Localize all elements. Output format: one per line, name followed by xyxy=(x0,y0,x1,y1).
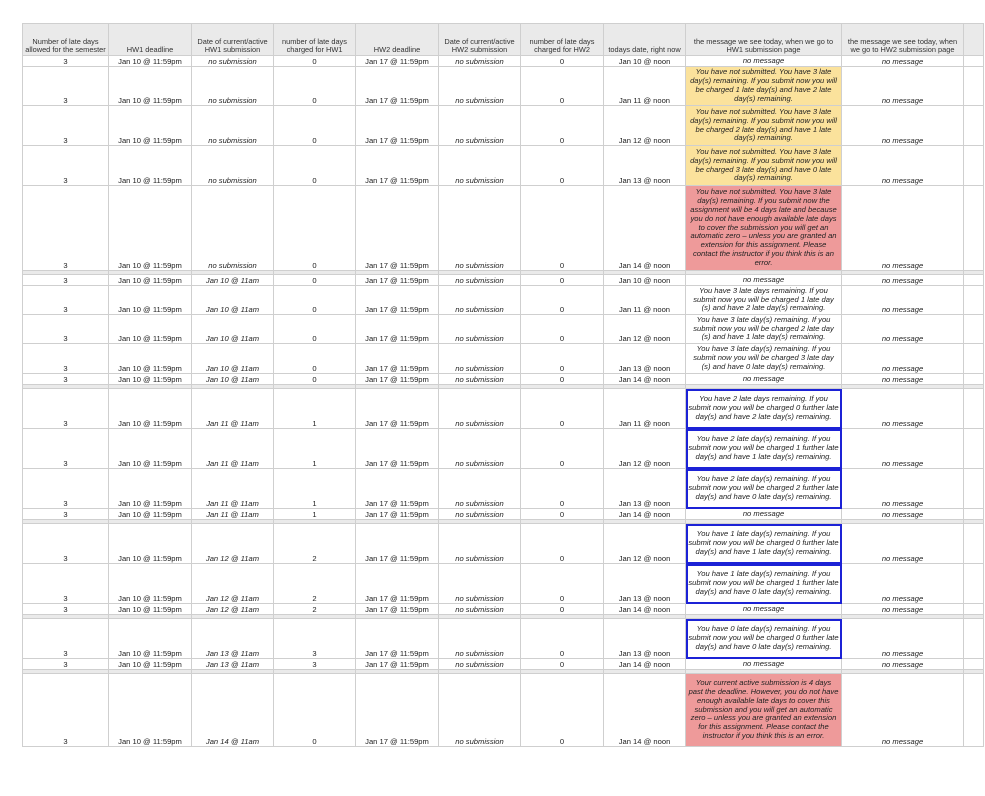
cell-msg1[interactable]: You have 2 late days remaining. If you submit now you will be charged 0 further late day(s) and have 2 late day(s) remaining. xyxy=(686,389,842,429)
cell-hw2-submission[interactable]: no submission xyxy=(439,275,521,286)
header-msg1[interactable]: the message we see today, when we go to HW1 submission page xyxy=(686,24,842,56)
cell-today[interactable]: Jan 12 @ noon xyxy=(604,106,686,146)
cell-hw2-charged[interactable]: 0 xyxy=(521,67,604,106)
cell-allowed[interactable]: 3 xyxy=(23,56,109,67)
cell-hw2-deadline[interactable]: Jan 17 @ 11:59pm xyxy=(356,286,439,315)
cell-hw1-charged[interactable]: 3 xyxy=(274,659,356,670)
cell-today[interactable]: Jan 13 @ noon xyxy=(604,564,686,604)
cell-hw2-deadline[interactable]: Jan 17 @ 11:59pm xyxy=(356,146,439,186)
empty-cell[interactable] xyxy=(964,67,984,106)
empty-cell[interactable] xyxy=(964,374,984,385)
cell-hw1-charged[interactable]: 3 xyxy=(274,619,356,659)
cell-allowed[interactable]: 3 xyxy=(23,619,109,659)
cell-hw2-charged[interactable]: 0 xyxy=(521,469,604,509)
cell-msg2[interactable]: no message xyxy=(842,374,964,385)
cell-hw2-deadline[interactable]: Jan 17 @ 11:59pm xyxy=(356,315,439,344)
header-hw1-deadline[interactable]: HW1 deadline xyxy=(109,24,192,56)
cell-hw1-submission[interactable]: Jan 12 @ 11am xyxy=(192,524,274,564)
table-row xyxy=(23,146,984,186)
cell-allowed[interactable]: 3 xyxy=(23,674,109,747)
empty-cell[interactable] xyxy=(964,344,984,374)
empty-cell[interactable] xyxy=(964,429,984,469)
cell-hw1-charged[interactable]: 0 xyxy=(274,344,356,374)
cell-hw1-deadline[interactable]: Jan 10 @ 11:59pm xyxy=(109,659,192,670)
cell-msg1[interactable]: You have 3 late days remaining. If you submit now you will be charged 1 late day (s) and have 2 late day(s) remaining. xyxy=(686,286,842,315)
cell-hw1-submission[interactable]: no submission xyxy=(192,106,274,146)
cell-hw2-submission[interactable]: no submission xyxy=(439,67,521,106)
cell-msg1[interactable]: no message xyxy=(686,275,842,286)
cell-allowed[interactable]: 3 xyxy=(23,659,109,670)
cell-msg1[interactable]: Your current active submission is 4 days past the deadline. However, you do not have enough available late days to cover this submission and you will get an automatic zero – unless you are granted an extension for this assignment. Please contact the instructor if you think this is an error. xyxy=(686,674,842,747)
cell-hw1-deadline[interactable]: Jan 10 @ 11:59pm xyxy=(109,315,192,344)
cell-hw1-charged[interactable]: 0 xyxy=(274,67,356,106)
cell-hw2-charged[interactable]: 0 xyxy=(521,619,604,659)
cell-msg2[interactable]: no message xyxy=(842,469,964,509)
cell-hw2-submission[interactable]: no submission xyxy=(439,659,521,670)
cell-hw1-submission[interactable]: Jan 12 @ 11am xyxy=(192,564,274,604)
cell-hw1-charged[interactable]: 1 xyxy=(274,429,356,469)
cell-hw2-deadline[interactable]: Jan 17 @ 11:59pm xyxy=(356,469,439,509)
late-days-spreadsheet xyxy=(22,23,984,747)
empty-cell[interactable] xyxy=(964,509,984,520)
cell-msg1[interactable]: You have 2 late day(s) remaining. If you submit now you will be charged 1 further late day(s) and have 1 late day(s) remaining. xyxy=(686,429,842,469)
cell-hw2-charged[interactable]: 0 xyxy=(521,56,604,67)
cell-hw2-submission[interactable]: no submission xyxy=(439,469,521,509)
empty-cell[interactable] xyxy=(964,674,984,747)
cell-hw1-submission[interactable]: Jan 10 @ 11am xyxy=(192,286,274,315)
cell-hw2-submission[interactable]: no submission xyxy=(439,429,521,469)
cell-hw1-deadline[interactable]: Jan 10 @ 11:59pm xyxy=(109,564,192,604)
cell-hw2-submission[interactable]: no submission xyxy=(439,374,521,385)
cell-hw1-charged[interactable]: 0 xyxy=(274,374,356,385)
cell-msg1[interactable]: no message xyxy=(686,659,842,670)
cell-hw2-charged[interactable]: 0 xyxy=(521,286,604,315)
cell-hw1-deadline[interactable]: Jan 10 @ 11:59pm xyxy=(109,344,192,374)
cell-allowed[interactable]: 3 xyxy=(23,604,109,615)
cell-msg1[interactable]: You have not submitted. You have 3 late day(s) remaining. If you submit now you will be charged 2 late day(s) and have 1 late day(s) remaining. xyxy=(686,106,842,146)
table-row xyxy=(23,524,984,564)
cell-hw1-submission[interactable]: Jan 10 @ 11am xyxy=(192,275,274,286)
cell-msg1[interactable]: no message xyxy=(686,509,842,520)
cell-hw1-charged[interactable]: 2 xyxy=(274,524,356,564)
cell-allowed[interactable]: 3 xyxy=(23,286,109,315)
cell-hw2-deadline[interactable]: Jan 17 @ 11:59pm xyxy=(356,509,439,520)
cell-hw1-charged[interactable]: 0 xyxy=(274,275,356,286)
cell-hw2-submission[interactable]: no submission xyxy=(439,186,521,271)
empty-cell[interactable] xyxy=(964,56,984,67)
header-hw2-deadline[interactable]: HW2 deadline xyxy=(356,24,439,56)
cell-hw1-charged[interactable]: 0 xyxy=(274,674,356,747)
cell-hw2-charged[interactable]: 0 xyxy=(521,374,604,385)
cell-hw1-submission[interactable]: Jan 10 @ 11am xyxy=(192,344,274,374)
cell-allowed[interactable]: 3 xyxy=(23,524,109,564)
cell-allowed[interactable]: 3 xyxy=(23,429,109,469)
cell-hw1-submission[interactable]: Jan 13 @ 11am xyxy=(192,619,274,659)
cell-hw1-charged[interactable]: 1 xyxy=(274,509,356,520)
cell-allowed[interactable]: 3 xyxy=(23,67,109,106)
cell-hw2-deadline[interactable]: Jan 17 @ 11:59pm xyxy=(356,429,439,469)
cell-hw1-deadline[interactable]: Jan 10 @ 11:59pm xyxy=(109,106,192,146)
table-row xyxy=(23,509,984,520)
cell-today[interactable]: Jan 14 @ noon xyxy=(604,604,686,615)
cell-hw2-deadline[interactable]: Jan 17 @ 11:59pm xyxy=(356,106,439,146)
cell-msg1[interactable]: no message xyxy=(686,604,842,615)
cell-hw2-deadline[interactable]: Jan 17 @ 11:59pm xyxy=(356,674,439,747)
table-row xyxy=(23,67,984,106)
cell-allowed[interactable]: 3 xyxy=(23,509,109,520)
cell-hw2-charged[interactable]: 0 xyxy=(521,524,604,564)
cell-hw1-deadline[interactable]: Jan 10 @ 11:59pm xyxy=(109,619,192,659)
cell-hw2-charged[interactable]: 0 xyxy=(521,344,604,374)
cell-hw1-submission[interactable]: Jan 14 @ 11am xyxy=(192,674,274,747)
header-allowed[interactable]: Number of late days allowed for the semester xyxy=(23,24,109,56)
cell-msg2[interactable]: no message xyxy=(842,619,964,659)
cell-hw2-charged[interactable]: 0 xyxy=(521,186,604,271)
cell-hw1-submission[interactable]: Jan 10 @ 11am xyxy=(192,374,274,385)
empty-cell[interactable] xyxy=(964,315,984,344)
cell-hw2-deadline[interactable]: Jan 17 @ 11:59pm xyxy=(356,275,439,286)
cell-msg2[interactable]: no message xyxy=(842,509,964,520)
cell-allowed[interactable]: 3 xyxy=(23,564,109,604)
cell-hw2-charged[interactable]: 0 xyxy=(521,659,604,670)
cell-msg2[interactable]: no message xyxy=(842,389,964,429)
cell-allowed[interactable]: 3 xyxy=(23,146,109,186)
cell-hw1-charged[interactable]: 0 xyxy=(274,186,356,271)
cell-msg2[interactable]: no message xyxy=(842,286,964,315)
cell-today[interactable]: Jan 13 @ noon xyxy=(604,469,686,509)
cell-hw1-deadline[interactable]: Jan 10 @ 11:59pm xyxy=(109,524,192,564)
cell-msg1[interactable]: no message xyxy=(686,374,842,385)
cell-hw1-charged[interactable]: 0 xyxy=(274,106,356,146)
cell-today[interactable]: Jan 14 @ noon xyxy=(604,659,686,670)
header-hw2-charged[interactable]: number of late days charged for HW2 xyxy=(521,24,604,56)
table-row xyxy=(23,56,984,67)
cell-hw2-deadline[interactable]: Jan 17 @ 11:59pm xyxy=(356,524,439,564)
cell-hw1-submission[interactable]: no submission xyxy=(192,56,274,67)
table-row xyxy=(23,469,984,509)
header-row xyxy=(23,24,984,56)
cell-hw2-submission[interactable]: no submission xyxy=(439,619,521,659)
cell-msg1[interactable]: You have not submitted. You have 3 late day(s) remaining. If you submit now you will be charged 3 late day(s) and have 0 late day(s) remaining. xyxy=(686,146,842,186)
cell-today[interactable]: Jan 11 @ noon xyxy=(604,389,686,429)
cell-hw2-charged[interactable]: 0 xyxy=(521,389,604,429)
cell-hw1-submission[interactable]: Jan 11 @ 11am xyxy=(192,429,274,469)
cell-hw2-deadline[interactable]: Jan 17 @ 11:59pm xyxy=(356,604,439,615)
table-row xyxy=(23,389,984,429)
cell-hw2-charged[interactable]: 0 xyxy=(521,509,604,520)
header-msg2[interactable]: the message we see today, when we go to HW2 submission page xyxy=(842,24,964,56)
cell-msg2[interactable]: no message xyxy=(842,674,964,747)
cell-hw1-deadline[interactable]: Jan 10 @ 11:59pm xyxy=(109,674,192,747)
empty-cell[interactable] xyxy=(964,524,984,564)
cell-msg2[interactable]: no message xyxy=(842,604,964,615)
cell-msg2[interactable]: no message xyxy=(842,67,964,106)
cell-hw1-submission[interactable]: Jan 13 @ 11am xyxy=(192,659,274,670)
cell-msg1[interactable]: You have not submitted. You have 3 late day(s) remaining. If you submit now you will be charged 1 late day(s) and have 2 late day(s) remaining. xyxy=(686,67,842,106)
cell-hw1-charged[interactable]: 0 xyxy=(274,146,356,186)
cell-msg2[interactable]: no message xyxy=(842,659,964,670)
cell-allowed[interactable]: 3 xyxy=(23,275,109,286)
cell-msg2[interactable]: no message xyxy=(842,56,964,67)
table-row xyxy=(23,659,984,670)
cell-today[interactable]: Jan 14 @ noon xyxy=(604,186,686,271)
cell-today[interactable]: Jan 12 @ noon xyxy=(604,429,686,469)
empty-cell[interactable] xyxy=(964,469,984,509)
cell-hw2-submission[interactable]: no submission xyxy=(439,524,521,564)
cell-hw1-submission[interactable]: Jan 10 @ 11am xyxy=(192,315,274,344)
table-row xyxy=(23,315,984,344)
cell-msg2[interactable]: no message xyxy=(842,275,964,286)
cell-hw2-submission[interactable]: no submission xyxy=(439,389,521,429)
cell-hw2-charged[interactable]: 0 xyxy=(521,275,604,286)
cell-msg2[interactable]: no message xyxy=(842,186,964,271)
cell-today[interactable]: Jan 10 @ noon xyxy=(604,275,686,286)
cell-allowed[interactable]: 3 xyxy=(23,469,109,509)
cell-today[interactable]: Jan 12 @ noon xyxy=(604,315,686,344)
cell-hw2-charged[interactable]: 0 xyxy=(521,604,604,615)
table-row xyxy=(23,286,984,315)
cell-today[interactable]: Jan 10 @ noon xyxy=(604,56,686,67)
cell-hw1-submission[interactable]: Jan 12 @ 11am xyxy=(192,604,274,615)
cell-allowed[interactable]: 3 xyxy=(23,315,109,344)
cell-hw2-submission[interactable]: no submission xyxy=(439,146,521,186)
cell-hw2-submission[interactable]: no submission xyxy=(439,674,521,747)
cell-msg1[interactable]: You have 2 late day(s) remaining. If you submit now you will be charged 2 further late day(s) and have 0 late day(s) remaining. xyxy=(686,469,842,509)
cell-hw2-charged[interactable]: 0 xyxy=(521,429,604,469)
cell-hw2-submission[interactable]: no submission xyxy=(439,344,521,374)
empty-cell[interactable] xyxy=(964,389,984,429)
cell-hw2-deadline[interactable]: Jan 17 @ 11:59pm xyxy=(356,374,439,385)
empty-cell[interactable] xyxy=(964,564,984,604)
table-row xyxy=(23,429,984,469)
cell-hw1-deadline[interactable]: Jan 10 @ 11:59pm xyxy=(109,469,192,509)
table-row xyxy=(23,604,984,615)
header-hw1-charged[interactable]: number of late days charged for HW1 xyxy=(274,24,356,56)
cell-hw1-submission[interactable]: no submission xyxy=(192,67,274,106)
cell-hw2-submission[interactable]: no submission xyxy=(439,564,521,604)
header-hw1-submission[interactable]: Date of current/active HW1 submission xyxy=(192,24,274,56)
cell-allowed[interactable]: 3 xyxy=(23,389,109,429)
empty-cell[interactable] xyxy=(964,275,984,286)
empty-cell[interactable] xyxy=(964,146,984,186)
cell-hw1-deadline[interactable]: Jan 10 @ 11:59pm xyxy=(109,286,192,315)
cell-today[interactable]: Jan 13 @ noon xyxy=(604,344,686,374)
cell-allowed[interactable]: 3 xyxy=(23,344,109,374)
cell-hw2-submission[interactable]: no submission xyxy=(439,106,521,146)
cell-allowed[interactable]: 3 xyxy=(23,106,109,146)
cell-today[interactable]: Jan 11 @ noon xyxy=(604,286,686,315)
cell-hw1-submission[interactable]: Jan 11 @ 11am xyxy=(192,389,274,429)
cell-hw1-deadline[interactable]: Jan 10 @ 11:59pm xyxy=(109,275,192,286)
cell-hw1-deadline[interactable]: Jan 10 @ 11:59pm xyxy=(109,67,192,106)
empty-cell[interactable] xyxy=(964,106,984,146)
cell-hw1-submission[interactable]: no submission xyxy=(192,146,274,186)
cell-hw2-deadline[interactable]: Jan 17 @ 11:59pm xyxy=(356,619,439,659)
cell-hw1-deadline[interactable]: Jan 10 @ 11:59pm xyxy=(109,389,192,429)
cell-hw2-charged[interactable]: 0 xyxy=(521,564,604,604)
empty-cell[interactable] xyxy=(964,659,984,670)
cell-hw1-deadline[interactable]: Jan 10 @ 11:59pm xyxy=(109,374,192,385)
cell-hw2-charged[interactable]: 0 xyxy=(521,315,604,344)
cell-today[interactable]: Jan 12 @ noon xyxy=(604,524,686,564)
cell-hw2-submission[interactable]: no submission xyxy=(439,315,521,344)
empty-cell[interactable] xyxy=(964,286,984,315)
cell-today[interactable]: Jan 13 @ noon xyxy=(604,146,686,186)
cell-msg1[interactable]: You have not submitted. You have 3 late day(s) remaining. If you submit now the assignment will be 4 days late and because you do not have enough available late days to cover the submission you will get an automatic zero – unless you are granted an extension for this assignment. Please contact the instructor if you think this is an error. xyxy=(686,186,842,271)
cell-msg1[interactable]: You have 0 late day(s) remaining. If you submit now you will be charged 0 further late day(s) and have 0 late day(s) remaining. xyxy=(686,619,842,659)
cell-msg1[interactable]: You have 1 late day(s) remaining. If you submit now you will be charged 1 further late day(s) and have 0 late day(s) remaining. xyxy=(686,564,842,604)
cell-today[interactable]: Jan 14 @ noon xyxy=(604,509,686,520)
cell-msg1[interactable]: You have 1 late day(s) remaining. If you submit now you will be charged 0 further late day(s) and have 1 late day(s) remaining. xyxy=(686,524,842,564)
cell-hw1-deadline[interactable]: Jan 10 @ 11:59pm xyxy=(109,429,192,469)
cell-hw2-submission[interactable]: no submission xyxy=(439,286,521,315)
cell-msg2[interactable]: no message xyxy=(842,429,964,469)
cell-hw2-submission[interactable]: no submission xyxy=(439,604,521,615)
cell-hw1-charged[interactable]: 0 xyxy=(274,315,356,344)
cell-hw1-charged[interactable]: 2 xyxy=(274,604,356,615)
cell-today[interactable]: Jan 14 @ noon xyxy=(604,374,686,385)
cell-allowed[interactable]: 3 xyxy=(23,374,109,385)
empty-cell[interactable] xyxy=(964,619,984,659)
cell-msg2[interactable]: no message xyxy=(842,315,964,344)
cell-hw1-submission[interactable]: Jan 11 @ 11am xyxy=(192,509,274,520)
cell-hw2-submission[interactable]: no submission xyxy=(439,56,521,67)
cell-hw1-charged[interactable]: 1 xyxy=(274,469,356,509)
cell-hw1-charged[interactable]: 0 xyxy=(274,56,356,67)
cell-hw2-charged[interactable]: 0 xyxy=(521,106,604,146)
cell-msg2[interactable]: no message xyxy=(842,106,964,146)
cell-hw1-deadline[interactable]: Jan 10 @ 11:59pm xyxy=(109,186,192,271)
table-row xyxy=(23,674,984,747)
cell-hw1-deadline[interactable]: Jan 10 @ 11:59pm xyxy=(109,604,192,615)
cell-hw2-deadline[interactable]: Jan 17 @ 11:59pm xyxy=(356,659,439,670)
cell-today[interactable]: Jan 14 @ noon xyxy=(604,674,686,747)
empty-cell[interactable] xyxy=(964,186,984,271)
cell-hw2-deadline[interactable]: Jan 17 @ 11:59pm xyxy=(356,56,439,67)
cell-hw2-charged[interactable]: 0 xyxy=(521,674,604,747)
cell-msg2[interactable]: no message xyxy=(842,524,964,564)
cell-hw1-charged[interactable]: 1 xyxy=(274,389,356,429)
cell-hw2-deadline[interactable]: Jan 17 @ 11:59pm xyxy=(356,564,439,604)
cell-msg1[interactable]: You have 3 late day(s) remaining. If you submit now you will be charged 3 late day (s) and have 0 late day(s) remaining. xyxy=(686,344,842,374)
cell-hw1-submission[interactable]: no submission xyxy=(192,186,274,271)
cell-hw1-charged[interactable]: 2 xyxy=(274,564,356,604)
cell-hw2-deadline[interactable]: Jan 17 @ 11:59pm xyxy=(356,186,439,271)
cell-today[interactable]: Jan 11 @ noon xyxy=(604,67,686,106)
cell-msg2[interactable]: no message xyxy=(842,564,964,604)
empty-cell[interactable] xyxy=(964,604,984,615)
table-row xyxy=(23,374,984,385)
cell-hw1-deadline[interactable]: Jan 10 @ 11:59pm xyxy=(109,509,192,520)
cell-today[interactable]: Jan 13 @ noon xyxy=(604,619,686,659)
cell-hw1-charged[interactable]: 0 xyxy=(274,286,356,315)
cell-hw2-submission[interactable]: no submission xyxy=(439,509,521,520)
cell-allowed[interactable]: 3 xyxy=(23,186,109,271)
cell-msg1[interactable]: no message xyxy=(686,56,842,67)
header-hw2-submission[interactable]: Date of current/active HW2 submission xyxy=(439,24,521,56)
cell-hw1-deadline[interactable]: Jan 10 @ 11:59pm xyxy=(109,56,192,67)
table-row xyxy=(23,275,984,286)
cell-msg2[interactable]: no message xyxy=(842,146,964,186)
cell-msg1[interactable]: You have 3 late day(s) remaining. If you submit now you will be charged 2 late day (s) and have 1 late day(s) remaining. xyxy=(686,315,842,344)
cell-hw2-deadline[interactable]: Jan 17 @ 11:59pm xyxy=(356,67,439,106)
cell-hw2-charged[interactable]: 0 xyxy=(521,146,604,186)
table-row xyxy=(23,564,984,604)
cell-hw2-deadline[interactable]: Jan 17 @ 11:59pm xyxy=(356,389,439,429)
table-row xyxy=(23,619,984,659)
table-row xyxy=(23,186,984,271)
cell-hw2-deadline[interactable]: Jan 17 @ 11:59pm xyxy=(356,344,439,374)
cell-hw1-deadline[interactable]: Jan 10 @ 11:59pm xyxy=(109,146,192,186)
table-row xyxy=(23,106,984,146)
cell-hw1-submission[interactable]: Jan 11 @ 11am xyxy=(192,469,274,509)
table-row xyxy=(23,344,984,374)
cell-msg2[interactable]: no message xyxy=(842,344,964,374)
header-today[interactable]: todays date, right now xyxy=(604,24,686,56)
header-empty-cell[interactable] xyxy=(964,24,984,56)
